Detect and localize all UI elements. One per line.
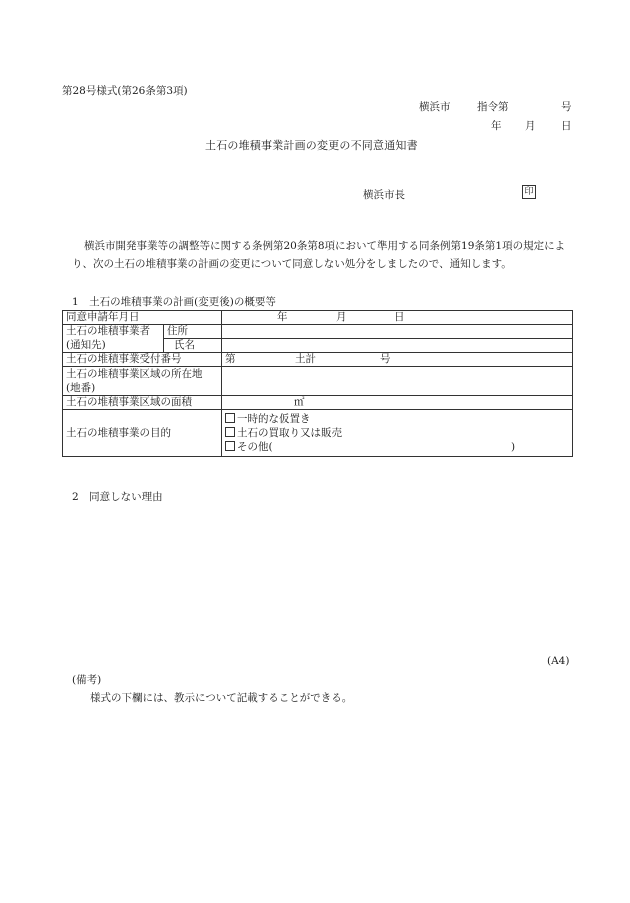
option-other-label: その他( bbox=[237, 441, 273, 453]
location-value[interactable] bbox=[222, 367, 573, 396]
signatory-name: 横浜市長 bbox=[363, 189, 405, 201]
row-operator-address bbox=[63, 325, 573, 339]
area-value[interactable] bbox=[222, 396, 573, 410]
name-label: 氏名 bbox=[164, 339, 222, 353]
receipt-prefix: 第 bbox=[225, 353, 236, 365]
application-date-label: 同意申請年月日 bbox=[63, 311, 222, 325]
purpose-label: 土石の堆積事業の目的 bbox=[63, 410, 222, 457]
location-label bbox=[63, 367, 222, 396]
receipt-middle: 土計 bbox=[295, 353, 316, 365]
app-year: 年 bbox=[277, 311, 288, 323]
document-title: 土石の堆積事業計画の変更の不同意通知書 bbox=[205, 139, 418, 152]
notice-body bbox=[72, 237, 572, 273]
option-sale-label: 土石の買取り又は販売 bbox=[237, 427, 342, 439]
section2-heading: 2 同意しない理由 bbox=[72, 491, 163, 503]
purpose-option-temporary[interactable] bbox=[225, 412, 569, 426]
app-day: 日 bbox=[394, 311, 405, 323]
date-month: 月 bbox=[525, 120, 536, 132]
issuer-name: 横浜市 bbox=[419, 101, 451, 113]
name-value[interactable] bbox=[222, 339, 573, 353]
address-label: 住所 bbox=[164, 325, 222, 339]
area-label: 土石の堆積事業区域の面積 bbox=[63, 396, 222, 410]
row-application-date bbox=[63, 311, 573, 325]
operator-label: 土石の堆積事業者 bbox=[63, 325, 164, 339]
row-receipt-number bbox=[63, 353, 573, 367]
reference-suffix: 号 bbox=[561, 101, 572, 113]
issue-date bbox=[0, 118, 570, 132]
receipt-suffix: 号 bbox=[380, 353, 391, 365]
checkbox-temporary[interactable] bbox=[225, 413, 235, 423]
purpose-option-other[interactable] bbox=[225, 440, 569, 454]
address-value[interactable] bbox=[222, 325, 573, 339]
issuer-reference-line bbox=[0, 99, 570, 113]
area-unit: ㎡ bbox=[294, 396, 305, 408]
plan-summary-table bbox=[62, 310, 573, 457]
receipt-number-value[interactable] bbox=[222, 353, 573, 367]
checkbox-other[interactable] bbox=[225, 441, 235, 451]
checkbox-sale[interactable] bbox=[225, 427, 235, 437]
receipt-number-label: 土石の堆積事業受付番号 bbox=[63, 353, 222, 367]
reference-prefix: 指令第 bbox=[477, 101, 509, 113]
row-purpose bbox=[63, 410, 573, 457]
row-operator-name bbox=[63, 339, 573, 353]
application-date-value[interactable] bbox=[222, 311, 573, 325]
date-day: 日 bbox=[561, 120, 572, 132]
app-month: 月 bbox=[336, 311, 347, 323]
seal-mark: 印 bbox=[522, 185, 536, 199]
remarks-heading: (備考) bbox=[72, 674, 102, 686]
remarks-text: 様式の下欄には、教示について記載することができる。 bbox=[90, 692, 353, 704]
row-location bbox=[63, 367, 573, 396]
date-year: 年 bbox=[491, 120, 502, 132]
row-area bbox=[63, 396, 573, 410]
notice-body-text: 横浜市開発事業等の調整等に関する条例第20条第8項において準用する同条例第19条第1項の規定により、次の土石の堆積事業の計画の変更について同意しない処分をしましたので、通知します。 bbox=[72, 240, 566, 270]
purpose-option-sale[interactable] bbox=[225, 426, 569, 440]
location-label-line1: 土石の堆積事業区域の所在地 bbox=[66, 368, 203, 380]
purpose-options bbox=[222, 410, 573, 457]
option-other-close: ) bbox=[511, 441, 516, 453]
section1-heading: 1 土石の堆積事業の計画(変更後)の概要等 bbox=[72, 296, 276, 308]
option-temporary-label: 一時的な仮置き bbox=[237, 413, 311, 425]
location-label-line2: (地番) bbox=[66, 382, 96, 394]
form-number: 第28号様式(第26条第3項) bbox=[62, 85, 188, 97]
paper-size-label: (A4) bbox=[547, 655, 570, 667]
operator-notify-label: (通知先) bbox=[63, 339, 164, 353]
